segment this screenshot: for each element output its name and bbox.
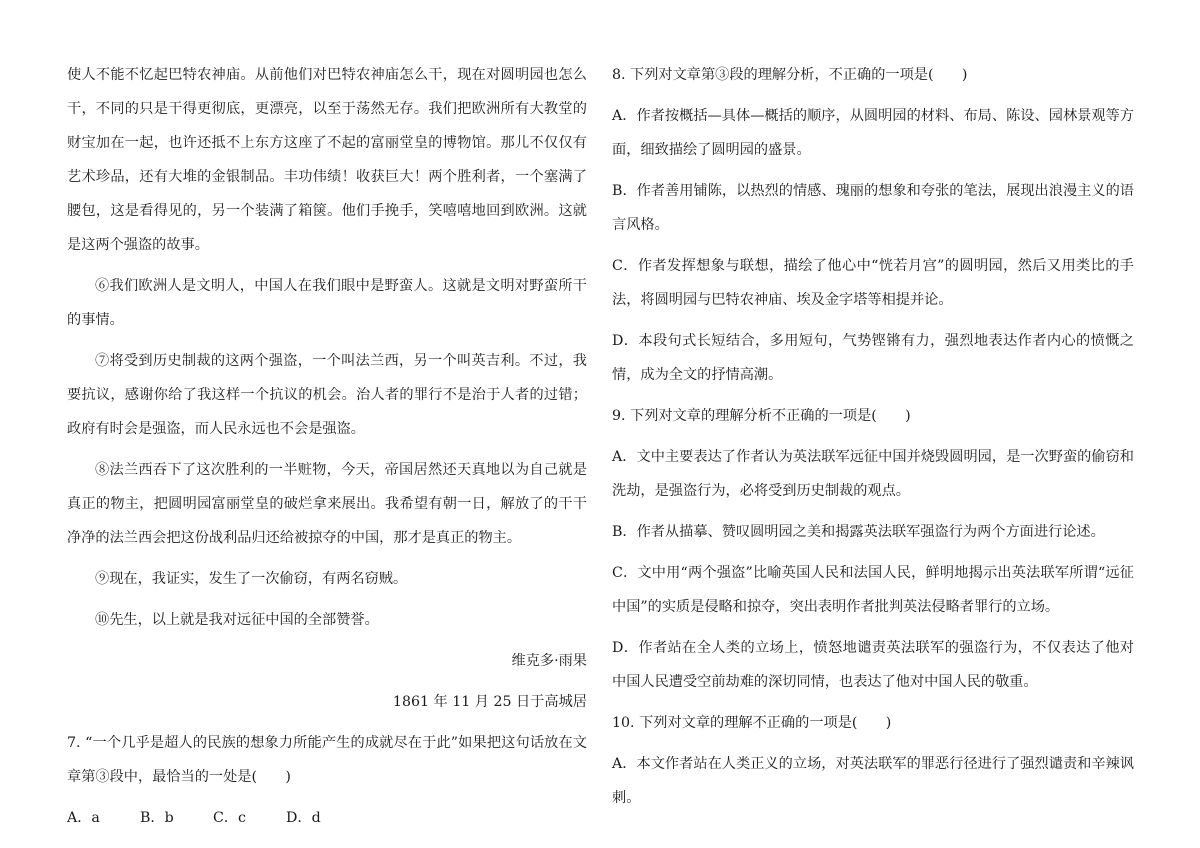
- question-10: 10. 下列对文章的理解不正确的一项是( ): [612, 715, 892, 731]
- left-column: [67, 58, 587, 835]
- question-7-options: [67, 801, 587, 835]
- question-9-option-c: C．文中用“两个强盗”比喻英国人民和法国人民，鲜明地揭示出英法联军所谓“远征中国”的实质是侵略和掠夺，突出表明作者批判英法侵略者罪行的立场。: [612, 565, 1134, 615]
- paragraph-8: ⑧法兰西吞下了这次胜利的一半赃物，今天，帝国居然还天真地以为自己就是真正的物主，把圆明园富丽堂皇的破烂拿来展出。我希望有朝一日，解放了的干干净净的法兰西会把这份战利品归还给被掠夺的中国，那才是真正的物主。: [67, 462, 587, 546]
- question-8-option-b: B．作者善用铺陈，以热烈的情感、瑰丽的想象和夸张的笔法，展现出浪漫主义的语言风格。: [612, 183, 1134, 233]
- question-9-option-d: D．作者站在全人类的立场上，愤怒地谴责英法联军的强盗行为，不仅表达了他对中国人民遭受空前劫难的深切同情，也表达了他对中国人民的敬重。: [612, 640, 1134, 690]
- paragraph-6: ⑥我们欧洲人是文明人，中国人在我们眼中是野蛮人。这就是文明对野蛮所干的事情。: [67, 278, 587, 328]
- right-column: [612, 58, 1134, 822]
- question-7: 7. “一个几乎是超人的民族的想象力所能产生的成就尽在于此”如果把这句话放在文章第③段中，最恰当的一处是( ): [67, 735, 587, 785]
- question-9: 9. 下列对文章的理解分析不正确的一项是( ): [612, 408, 911, 424]
- option-a: A．a: [67, 810, 100, 826]
- question-9-option-b: B．作者从描摹、赞叹圆明园之美和揭露英法联军强盗行为两个方面进行论述。: [612, 524, 1105, 540]
- signature: 维克多·雨果: [511, 653, 587, 669]
- date-line: 1861 年 11 月 25 日于高城居: [392, 694, 587, 710]
- question-8-option-c: C．作者发挥想象与联想，描绘了他心中“恍若月宫”的圆明园，然后又用类比的手法，将圆明园与巴特农神庙、埃及金字塔等相提并论。: [612, 258, 1134, 308]
- paragraph-9: ⑨现在，我证实，发生了一次偷窃，有两名窃贼。: [95, 571, 408, 587]
- question-8-option-a: A．作者按概括—具体—概括的顺序，从圆明园的材料、布局、陈设、园林景观等方面，细致描绘了圆明园的盛景。: [612, 108, 1134, 158]
- question-8-option-d: D．本段句式长短结合，多用短句，气势铿锵有力，强烈地表达作者内心的愤慨之情，成为全文的抒情高潮。: [612, 333, 1134, 383]
- option-c: C．c: [213, 810, 246, 826]
- paragraph-7: ⑦将受到历史制裁的这两个强盗，一个叫法兰西，另一个叫英吉利。不过，我要抗议，感谢你给了我这样一个抗议的机会。治人者的罪行不是治于人者的过错；政府有时会是强盗，而人民永远也不会是强盗。: [67, 353, 587, 437]
- option-d: D．d: [286, 810, 321, 826]
- question-10-option-a: A．本文作者站在人类正义的立场，对英法联军的罪恶行径进行了强烈谴责和辛辣讽刺。: [612, 756, 1134, 806]
- option-b: B．b: [140, 810, 174, 826]
- question-9-option-a: A．文中主要表达了作者认为英法联军远征中国并烧毁圆明园，是一次野蛮的偷窃和洗劫，是强盗行为，必将受到历史制裁的观点。: [612, 449, 1134, 499]
- question-8: 8. 下列对文章第③段的理解分析，不正确的一项是( ): [612, 67, 968, 83]
- paragraph-intro: 使人不能不忆起巴特农神庙。从前他们对巴特农神庙怎么干，现在对圆明园也怎么干，不同的只是干得更彻底，更漂亮，以至于荡然无存。我们把欧洲所有大教堂的财宝加在一起，也许还抵不上东方这座了不起的富丽堂皇的博物馆。那儿不仅仅有艺术珍品，还有大堆的金银制品。丰功伟绩！收获巨大！两个胜利者，一个塞满了腰包，这是看得见的，另一个装满了箱箧。他们手挽手，笑嘻嘻地回到欧洲。这就是这两个强盗的故事。: [67, 67, 587, 253]
- paragraph-10: ⑩先生，以上就是我对远征中国的全部赞誉。: [95, 612, 379, 628]
